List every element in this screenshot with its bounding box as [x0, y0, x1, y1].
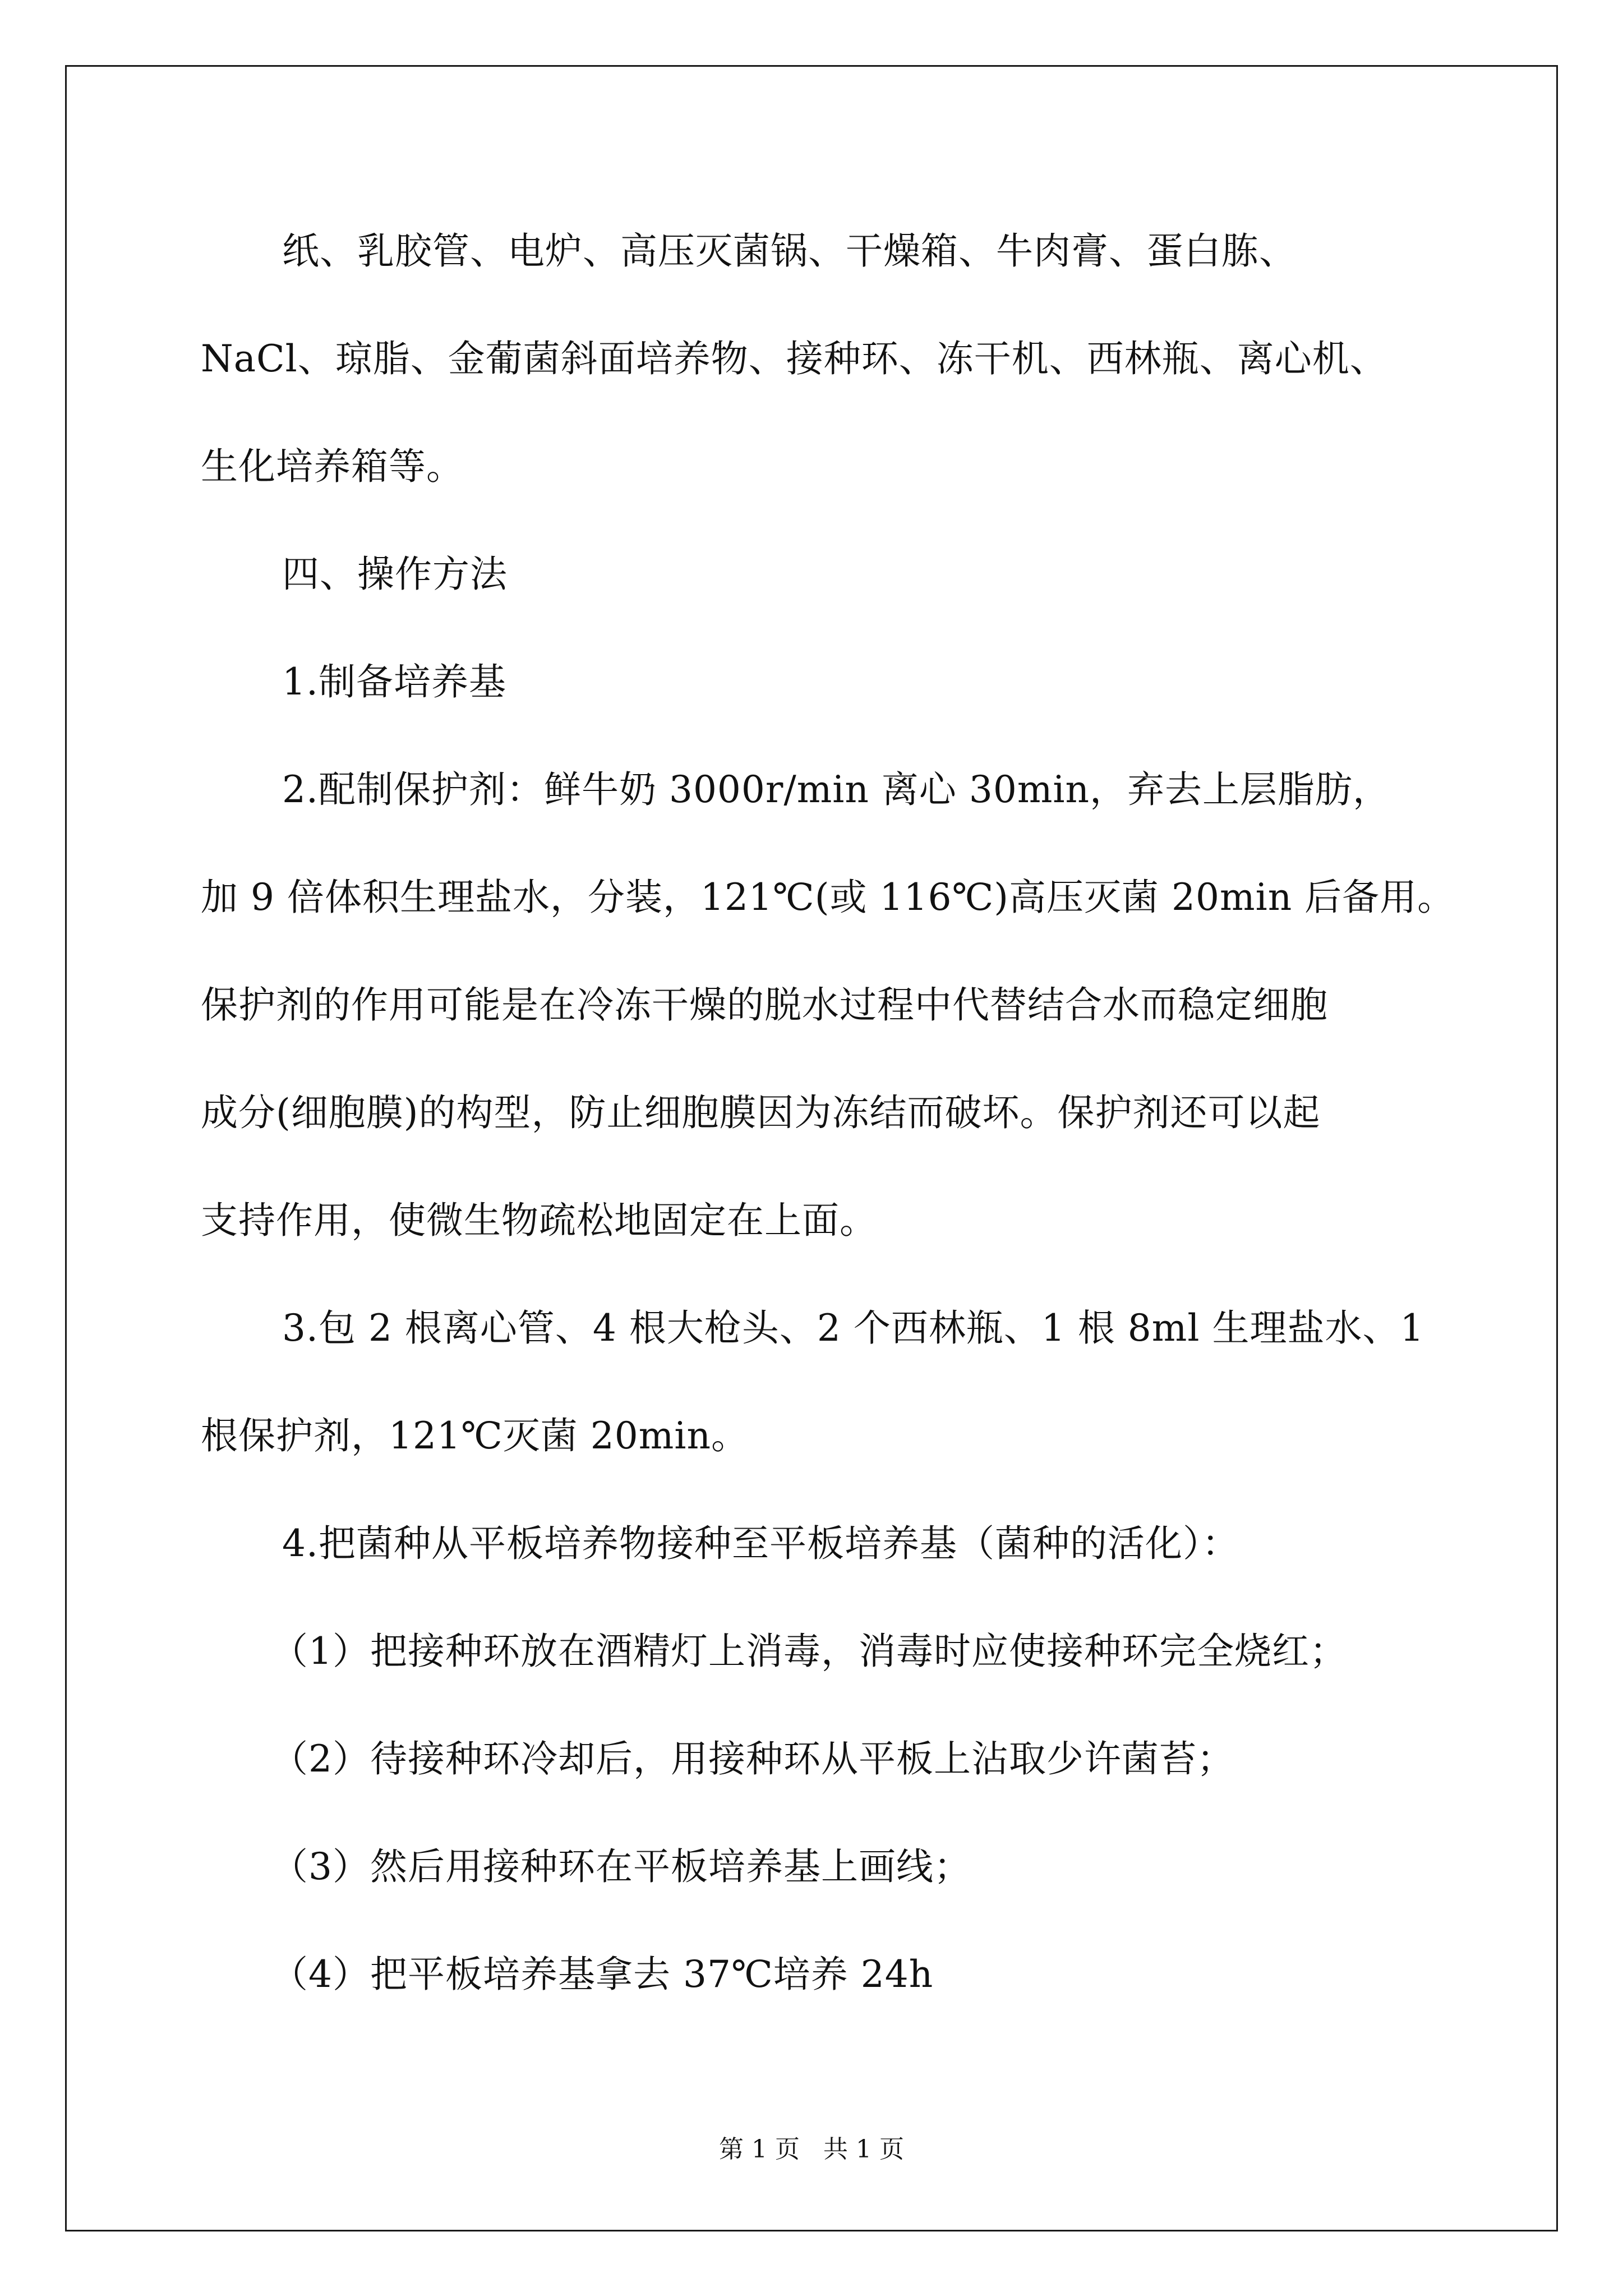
sub-step-item: （2）待接种环冷却后，用接种环从平板上沾取少许菌苔；	[271, 1737, 1234, 1780]
page-border	[65, 65, 1558, 2231]
text-line: 根保护剂，121℃灭菌 20min。	[201, 1414, 749, 1457]
section-heading: 四、操作方法	[282, 553, 508, 596]
text-line: NaCl、琼脂、金葡菌斜面培养物、接种环、冻干机、西林瓶、离心机、	[201, 337, 1387, 380]
sub-step-item: （4）把平板培养基拿去 37℃培养 24h	[271, 1953, 934, 1996]
text-line: 纸、乳胶管、电炉、高压灭菌锅、干燥箱、牛肉膏、蛋白胨、	[282, 229, 1297, 273]
step-item: 3.包 2 根离心管、4 根大枪头、2 个西林瓶、1 根 8ml 生理盐水、1	[282, 1306, 1424, 1350]
text-line: 加 9 倍体积生理盐水，分装，121℃(或 116℃)高压灭菌 20min 后备用。	[201, 876, 1455, 919]
sub-step-item: （3）然后用接种环在平板培养基上画线；	[271, 1845, 971, 1888]
text-line: 成分(细胞膜)的构型，防止细胞膜因为冻结而破坏。保护剂还可以起	[201, 1091, 1321, 1134]
text-line: 保护剂的作用可能是在冷冻干燥的脱水过程中代替结合水而稳定细胞	[201, 983, 1328, 1027]
text-line: 生化培养箱等。	[201, 445, 464, 488]
sub-step-item: （1）把接种环放在酒精灯上消毒，消毒时应使接种环完全烧红；	[271, 1630, 1347, 1673]
step-item: 2.配制保护剂：鲜牛奶 3000r/min 离心 30min，弃去上层脂肪，	[282, 768, 1391, 811]
step-item: 1.制备培养基	[282, 660, 506, 703]
text-line: 支持作用，使微生物疏松地固定在上面。	[201, 1199, 877, 1242]
page-number-footer: 第 1 页 共 1 页	[719, 2135, 904, 2164]
step-item: 4.把菌种从平板培养物接种至平板培养基（菌种的活化）：	[282, 1522, 1239, 1565]
